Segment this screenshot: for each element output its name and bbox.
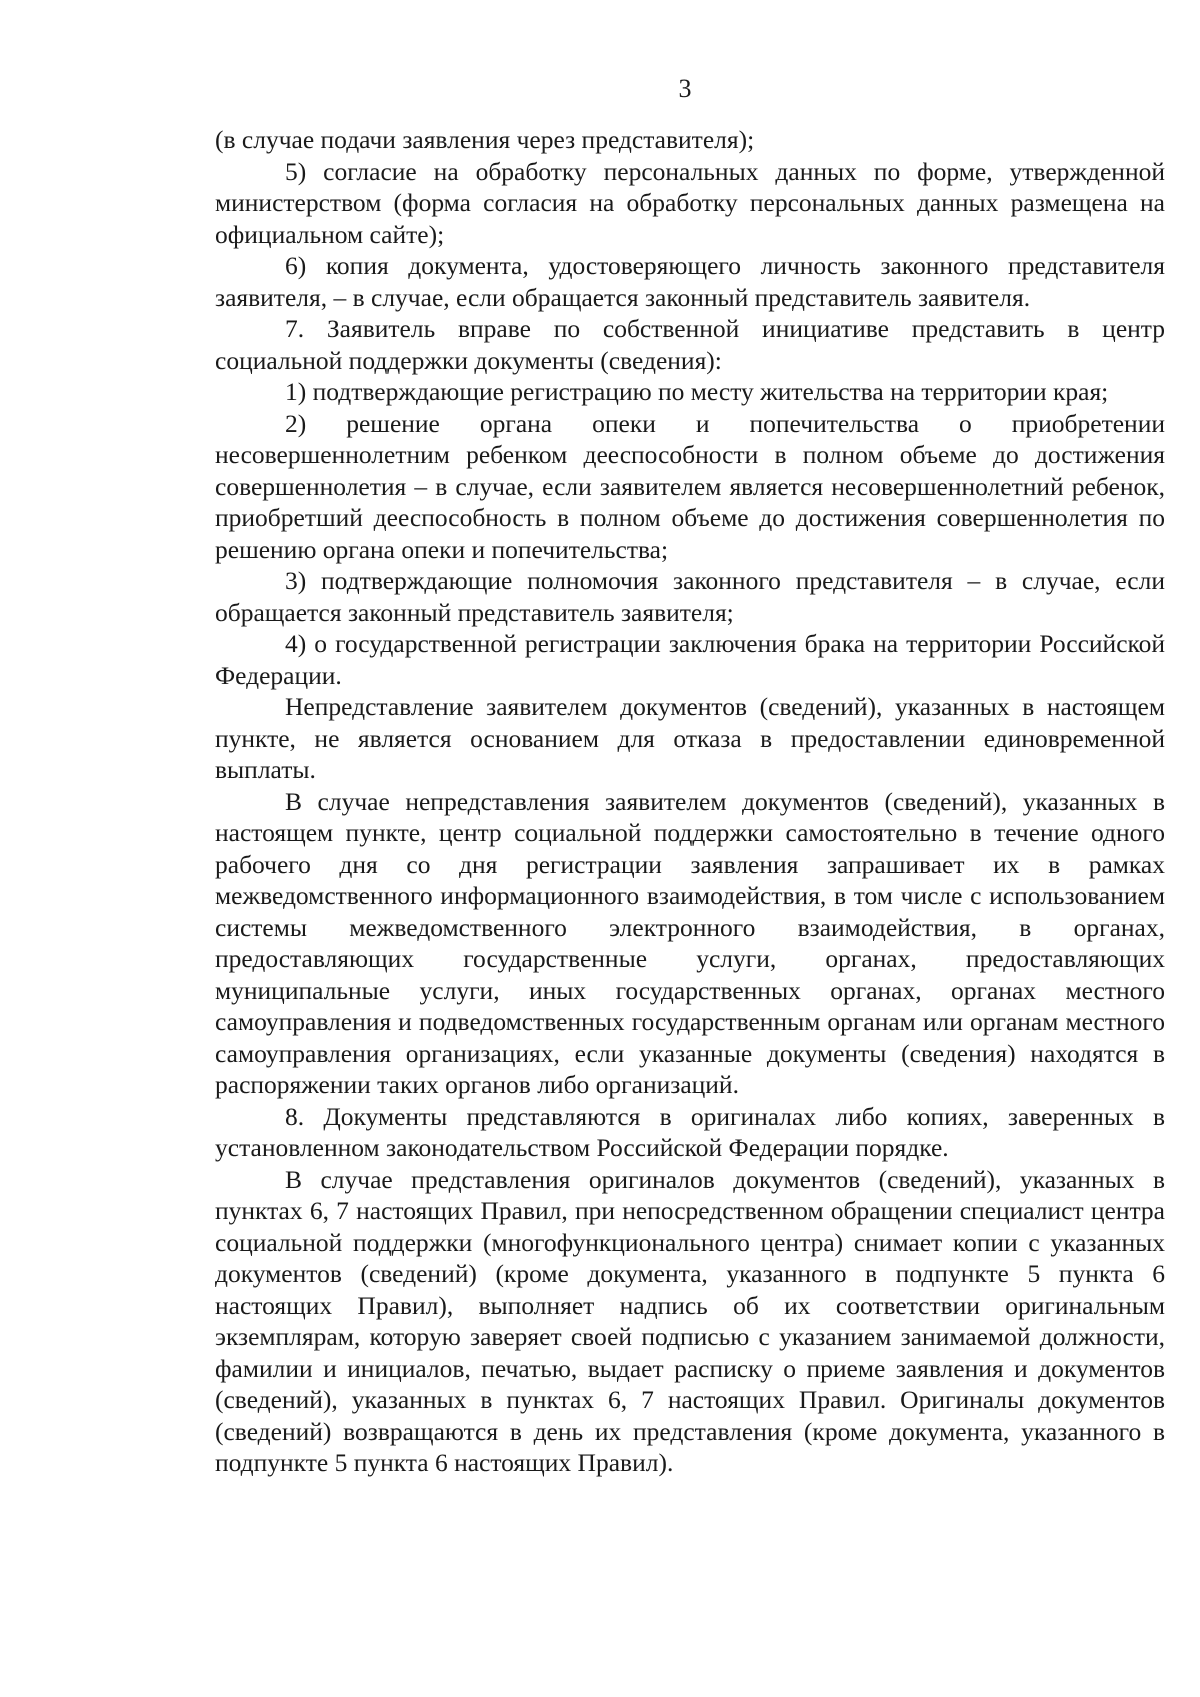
paragraph-clause-7-item-1: 1) подтверждающие регистрацию по месту жительства на территории края; xyxy=(285,377,1109,406)
paragraph-clause-8: 8. Документы представляются в оригиналах либо копиях, заверенных в установленном законодательством Российской Федерации порядке. xyxy=(215,1101,1165,1162)
paragraph-clause-7-item-2: 2) решение органа опеки и попечительства о приобретении несовершеннолетним ребенком дееспособности в полном объеме до достижения совершеннолетия – в случае, если заявителем является несовершеннолетний ребенок, приобретший дееспособность в полном объеме до достижения совершеннолетия по решению органа опеки и попечительства; xyxy=(215,408,1165,564)
document-body xyxy=(215,124,1165,1479)
paragraph-clause-7: 7. Заявитель вправе по собственной инициативе представить в центр социальной поддержки документы (сведения): xyxy=(215,314,1165,375)
paragraph-item-6-id-copy: 6) копия документа, удостоверяющего личность законного представителя заявителя, – в случае, если обращается законный представитель заявителя. xyxy=(215,251,1165,312)
paragraph-originals-copies: В случае представления оригиналов документов (сведений), указанных в пунктах 6, 7 настоящих Правил, при непосредственном обращении специалист центра социальной поддержки (многофункционального центра) снимает копии с указанных документов (сведений) (кроме документа, указанного в подпункте 5 пункта 6 настоящих Правил), выполняет надпись об их соответствии оригинальным экземплярам, которую заверяет своей подписью с указанием занимаемой должности, фамилии и инициалов, печатью, выдает расписку о приеме заявления и документов (сведений), указанных в пунктах 6, 7 настоящих Правил. Оригиналы документов (сведений) возвращаются в день их представления (кроме документа, указанного в подпункте 5 пункта 6 настоящих Правил). xyxy=(215,1164,1165,1477)
paragraph-non-submission: Непредставление заявителем документов (сведений), указанных в настоящем пункте, не является основанием для отказа в предоставлении единовременной выплаты. xyxy=(215,692,1165,784)
paragraph-interagency-request: В случае непредставления заявителем документов (сведений), указанных в настоящем пункте, центр социальной поддержки самостоятельно в течение одного рабочего дня со дня регистрации заявления запрашивает их в рамках межведомственного информационного взаимодействия, в том числе с использованием системы межведомственного электронного взаимодействия, в органах, предоставляющих государственные услуги, органах, предоставляющих муниципальные услуги, иных государственных органах, органах местного самоуправления и подведомственных государственным органам или органам местного самоуправления организациях, если указанные документы (сведения) находятся в распоряжении таких органов либо организаций. xyxy=(215,786,1165,1099)
paragraph-item-5-consent: 5) согласие на обработку персональных данных по форме, утвержденной министерством (форма согласия на обработку персональных данных размещена на официальном сайте); xyxy=(215,156,1165,249)
paragraph-clause-7-item-4: 4) о государственной регистрации заключения брака на территории Российской Федерации. xyxy=(215,629,1165,690)
page-number: 3 xyxy=(678,74,692,103)
paragraph-continuation: (в случае подачи заявления через представителя); xyxy=(215,125,755,154)
paragraph-clause-7-item-3: 3) подтверждающие полномочия законного представителя – в случае, если обращается законный представитель заявителя; xyxy=(215,566,1165,627)
